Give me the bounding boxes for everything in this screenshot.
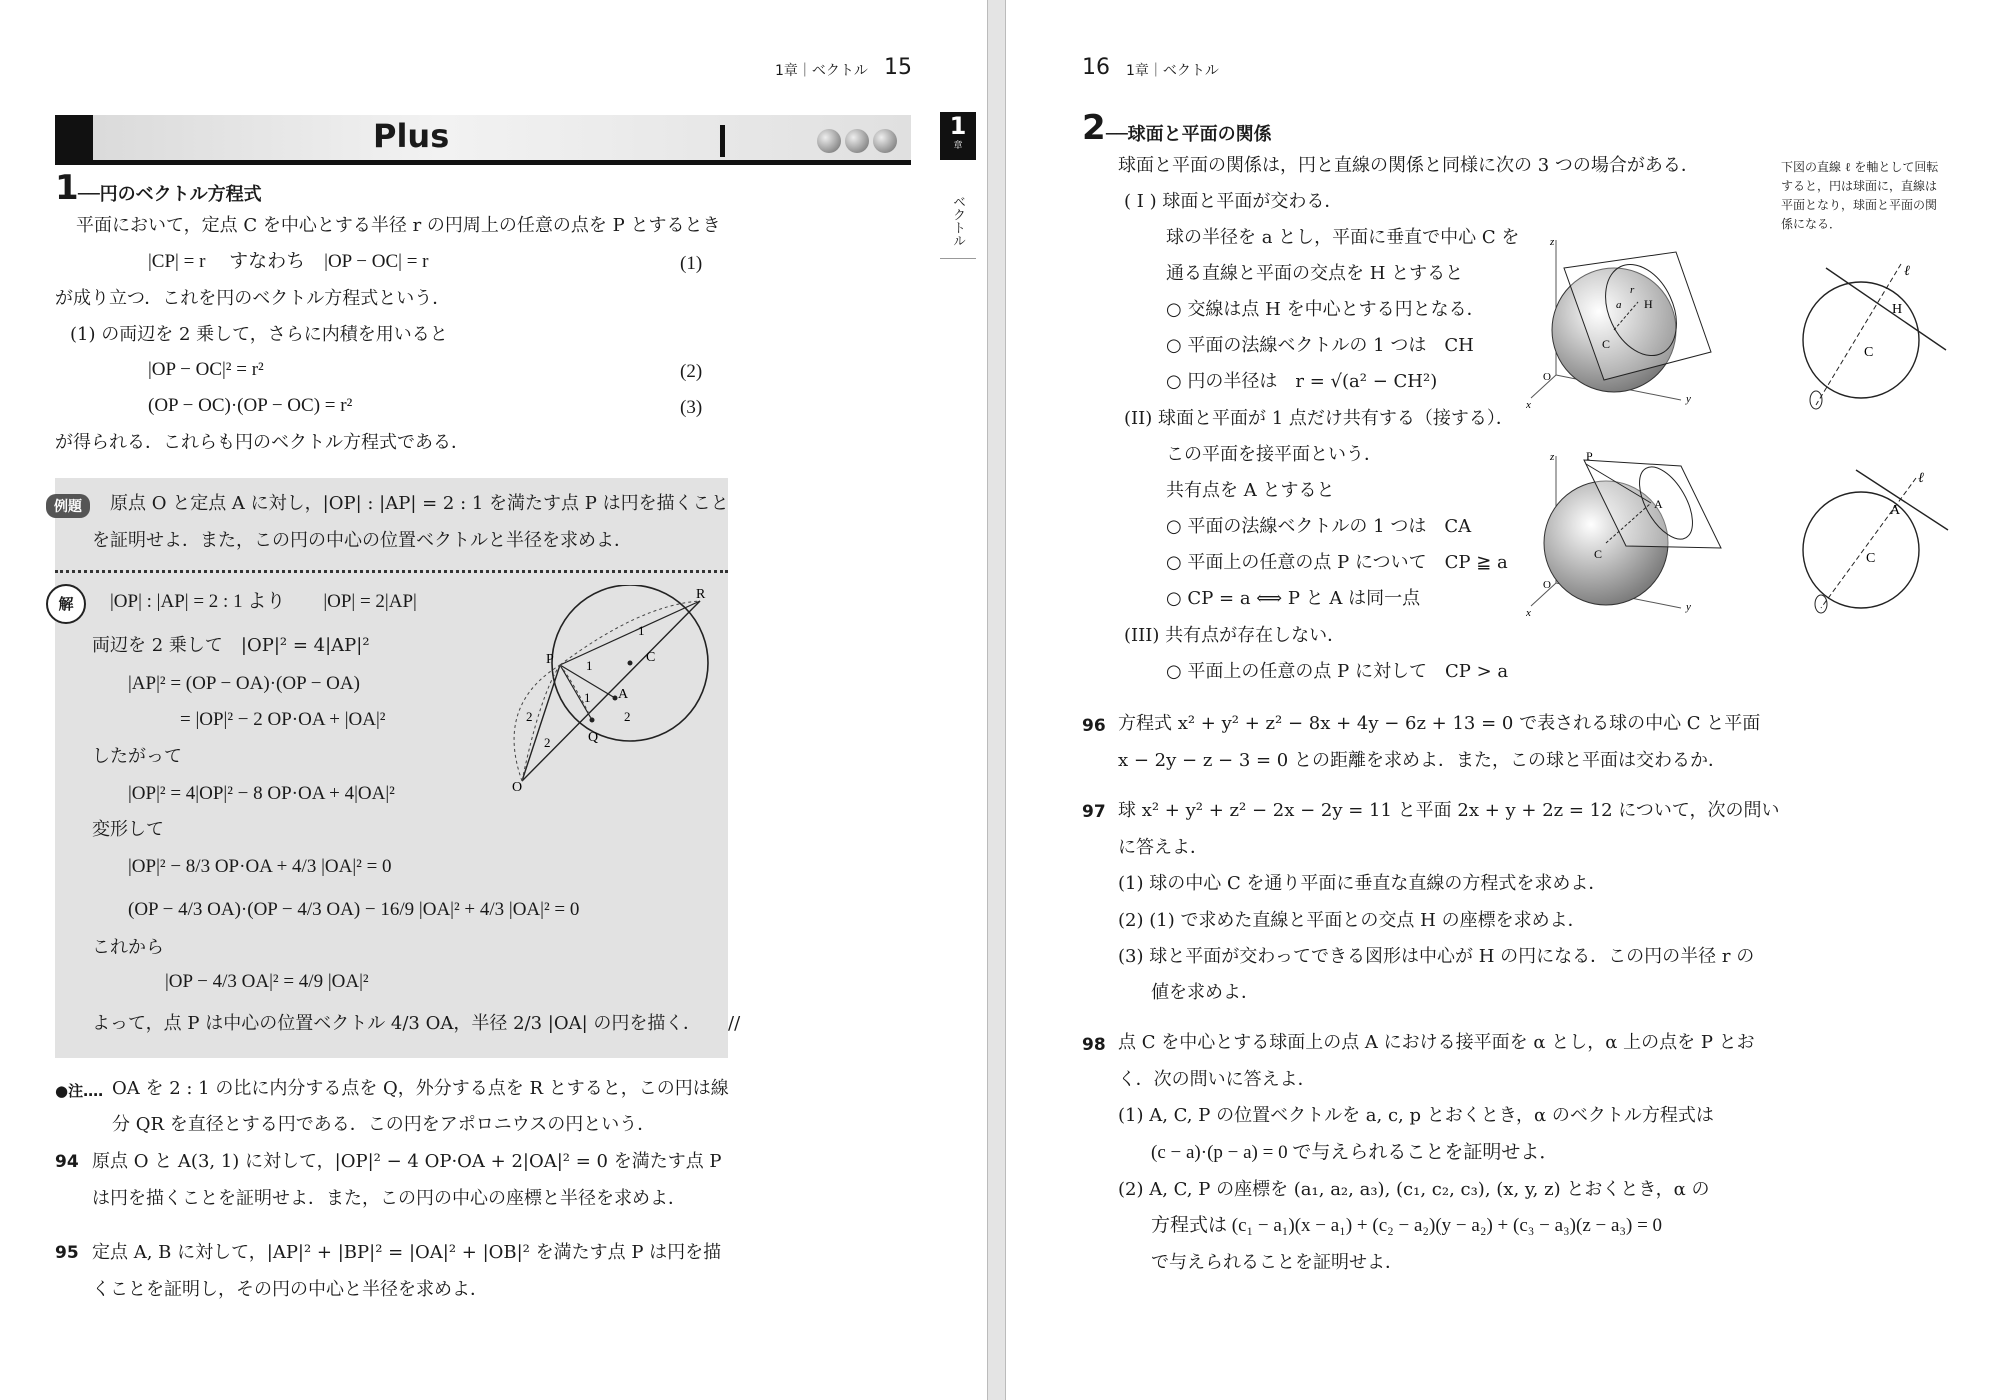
fig1-label: y: [1686, 393, 1691, 405]
problem-line: x − 2y − z − 3 = 0 との距離を求めよ．また，この球と平面は交わるか．: [1118, 750, 1726, 771]
diagram-label: C: [646, 650, 656, 665]
diagram-label: A: [618, 687, 629, 702]
fig2-side-label: A: [1890, 503, 1901, 518]
example-line: を証明せよ．また，この円の中心の位置ベクトルと半径を求めよ．: [92, 530, 632, 551]
case-title: (II) 球面と平面が 1 点だけ共有する（接する）．: [1124, 408, 1514, 429]
diagram-label: 2: [544, 735, 551, 750]
problem-line: 方程式は (c₁ − a₁)(x − a₁) + (c₂ − a₂)(y − a₂) + (c₃ − a₃)(z − a₃) = 0: [1151, 1215, 1663, 1236]
problem-line: 点 C を中心とする球面上の点 A における接平面を α とし，α 上の点を P とお: [1118, 1032, 1755, 1053]
plus-banner: [55, 115, 911, 165]
note-line: 分 QR を直径とする円である．この円をアポロニウスの円という．: [112, 1114, 656, 1135]
page-number-left: 15: [884, 55, 912, 80]
problem-line: 球 x² + y² + z² − 2x − 2y = 11 と平面 2x + y + 2z = 12 について，次の問い: [1118, 800, 1780, 821]
problem-line: (1) 球の中心 C を通り平面に垂直な直線の方程式を求めよ．: [1118, 873, 1607, 894]
solution-line: |OP| : |AP| = 2 : 1 より |OP| = 2|AP|: [110, 591, 417, 612]
fig1-label: a: [1616, 299, 1622, 311]
solution-line: |AP|² = (OP − OA)·(OP − OA): [128, 673, 360, 694]
body-text: が成り立つ．これを円のベクトル方程式という．: [55, 288, 451, 309]
fig1-label: O: [1543, 371, 1551, 383]
problem-line: で与えられることを証明せよ．: [1151, 1252, 1403, 1273]
diagram-label: O: [512, 780, 523, 795]
tab-divider: [940, 258, 976, 259]
equation-2: |OP − OC|² = r²: [148, 359, 264, 380]
running-head-right: 1章｜ベクトル: [1126, 63, 1219, 79]
fig2-label: x: [1526, 607, 1531, 618]
fig2-side-label: ℓ: [1918, 471, 1924, 486]
diagram-label: 1: [584, 690, 591, 705]
problem-line: 方程式 x² + y² + z² − 8x + 4y − 6z + 13 = 0 で表される球の中心 C と平面: [1118, 713, 1761, 734]
body-text: が得られる．これらも円のベクトル方程式である．: [55, 432, 469, 453]
case-line: ○ CP = a ⟺ P と A は同一点: [1166, 588, 1421, 609]
solution-line: 両辺を 2 乗して |OP|² = 4|AP|²: [92, 635, 370, 656]
diagram-label: 2: [526, 709, 533, 724]
chapter-tab[interactable]: [940, 112, 976, 160]
problem-line: (1) A, C, P の位置ベクトルを a, c, p とおくとき，α のベクトル方程式は: [1118, 1105, 1714, 1126]
fig2-label: C: [1594, 547, 1603, 561]
case-line: ○ 平面上の任意の点 P について CP ≧ a: [1166, 552, 1508, 573]
page-number-right: 16: [1082, 55, 1110, 80]
chapter-tab-label: ベクトル: [950, 195, 965, 247]
problem-line: (2) A, C, P の座標を (a₁, a₂, a₃), (c₁, c₂, c₃), (x, y, z) とおくとき，α の: [1118, 1179, 1710, 1200]
solution-line: したがって: [92, 746, 182, 767]
diagram-label: R: [696, 587, 706, 602]
fig1-label: C: [1602, 337, 1611, 351]
running-head-left: 1章｜ベクトル: [775, 63, 868, 79]
problem-line: 値を求めよ．: [1151, 982, 1259, 1003]
problem-line: (c − a)·(p − a) = 0 で与えられることを証明せよ．: [1151, 1142, 1559, 1163]
banner-black-block: [55, 115, 93, 160]
intro-text: 平面において，定点 C を中心とする半径 r の円周上の任意の点を P とするとき: [76, 215, 721, 236]
fig1-label: z: [1550, 236, 1555, 248]
circle-line-figure-2: [1786, 468, 1956, 618]
fig1-side-label: H: [1892, 302, 1903, 317]
fig1-label: H: [1644, 297, 1653, 311]
problem-line: くことを証明し，その円の中心と半径を求めよ．: [92, 1279, 488, 1300]
banner-bar: [720, 125, 725, 157]
fig1-side-label: ℓ: [1904, 264, 1910, 279]
circle-line-figure-1: [1786, 260, 1956, 415]
fig2-label: z: [1550, 451, 1555, 463]
example-divider: [55, 570, 728, 573]
case-line: ○ 円の半径は r = √(a² − CH²): [1166, 371, 1438, 392]
equation-3-number: (3): [680, 397, 703, 418]
case-line: ○ 平面上の任意の点 P に対して CP > a: [1166, 661, 1509, 682]
case-title: (III) 共有点が存在しない．: [1124, 625, 1346, 646]
problem-line: (3) 球と平面が交わってできる図形は中心が H の円になる．この円の半径 r の: [1118, 946, 1755, 967]
example-line: 原点 O と定点 A に対し，|OP| : |AP| = 2 : 1 を満たす点 P は円を描くこと: [110, 493, 729, 514]
problem-line: 定点 A, B に対して，|AP|² + |BP|² = |OA|² + |OB|² を満たす点 P は円を描: [92, 1242, 722, 1263]
equation-1: |CP| = r すなわち |OP − OC| = r: [148, 251, 429, 272]
case-line: この平面を接平面という．: [1166, 444, 1382, 465]
banner-ball-icon: [873, 129, 897, 153]
problem-number: 95: [55, 1243, 79, 1263]
fig1-label: x: [1526, 399, 1531, 410]
section-number: 1: [55, 168, 79, 208]
solution-line: = |OP|² − 2 OP·OA + |OA|²: [180, 709, 386, 730]
equation-3: (OP − OC)·(OP − OC) = r²: [148, 395, 353, 416]
solution-line: (OP − 4/3 OA)·(OP − 4/3 OA) − 16/9 |OA|² + 4/3 |OA|² = 0: [128, 899, 580, 920]
section-number: 2: [1082, 108, 1106, 148]
note-label: ●注‥‥: [55, 1082, 104, 1100]
fig2-label: y: [1686, 601, 1691, 613]
fig2-side-label: C: [1866, 551, 1876, 566]
right-page: [1005, 0, 1992, 1400]
section-title: ──球面と平面の関係: [1106, 124, 1272, 145]
problem-number: 96: [1082, 716, 1106, 736]
banner-ball-icon: [817, 129, 841, 153]
solution-badge: 解: [46, 584, 86, 624]
case-line: ○ 平面の法線ベクトルの 1 つは CA: [1166, 516, 1472, 537]
fig2-label: A: [1654, 497, 1663, 511]
solution-line: |OP − 4/3 OA|² = 4/9 |OA|²: [165, 971, 369, 992]
problem-line: は円を描くことを証明せよ．また，この円の中心の座標と半径を求めよ．: [92, 1188, 686, 1209]
solution-line: 変形して: [92, 819, 164, 840]
apollonius-diagram: [500, 585, 725, 795]
solution-line: |OP|² − 8/3 OP·OA + 4/3 |OA|² = 0: [128, 856, 392, 877]
solution-line: |OP|² = 4|OP|² − 8 OP·OA + 4|OA|²: [128, 783, 395, 804]
section-title: ──円のベクトル方程式: [78, 184, 262, 205]
equation-1-number: (1): [680, 253, 703, 274]
diagram-label: 1: [638, 623, 645, 638]
banner-title: Plus: [373, 117, 450, 155]
problem-line: 原点 O と A(3, 1) に対して，|OP|² − 4 OP·OA + 2|OA|² = 0 を満たす点 P: [92, 1151, 722, 1172]
intro-text: 球面と平面の関係は，円と直線の関係と同様に次の 3 つの場合がある．: [1118, 155, 1699, 176]
chapter-tab-sub: 章: [953, 141, 963, 151]
diagram-label: 1: [586, 658, 593, 673]
problem-number: 98: [1082, 1035, 1106, 1055]
note-line: OA を 2 : 1 の比に内分する点を Q，外分する点を R とすると，この円は線: [112, 1078, 729, 1099]
solution-line: これから: [92, 937, 164, 958]
banner-ball-icon: [845, 129, 869, 153]
example-badge: 例題: [46, 494, 90, 518]
problem-line: く．次の問いに答えよ．: [1118, 1069, 1316, 1090]
chapter-tab-number: 1: [949, 112, 967, 140]
fig2-label: O: [1543, 579, 1551, 591]
solution-line: よって，点 P は中心の位置ベクトル 4/3 OA，半径 2/3 |OA| の円を描く． //: [92, 1013, 741, 1034]
problem-line: (2) (1) で求めた直線と平面との交点 H の座標を求めよ．: [1118, 910, 1586, 931]
fig2-label: P: [1586, 449, 1593, 463]
left-page: [0, 0, 988, 1400]
case-title: ( I ) 球面と平面が交わる．: [1124, 191, 1343, 212]
problem-number: 97: [1082, 802, 1106, 822]
body-text: (1) の両辺を 2 乗して，さらに内積を用いると: [70, 324, 448, 345]
equation-2-number: (2): [680, 361, 703, 382]
case-line: ○ 交線は点 H を中心とする円となる．: [1166, 299, 1485, 320]
case-line: ○ 平面の法線ベクトルの 1 つは CH: [1166, 335, 1474, 356]
fig1-label: r: [1630, 284, 1635, 296]
diagram-label: P: [546, 652, 554, 667]
sphere-tangent-plane-figure: [1526, 448, 1726, 618]
case-line: 通る直線と平面の交点を H とすると: [1166, 263, 1464, 284]
fig1-side-label: C: [1864, 345, 1874, 360]
sphere-plane-intersect-figure: [1526, 230, 1726, 410]
problem-line: に答えよ．: [1118, 837, 1208, 858]
diagram-label: 2: [624, 709, 631, 724]
problem-number: 94: [55, 1152, 79, 1172]
case-line: 球の半径を a とし，平面に垂直で中心 C を: [1166, 227, 1520, 248]
diagram-label: Q: [588, 730, 599, 745]
side-note: 下図の直線 ℓ を軸として回転すると，円は球面に，直線は平面となり，球面と平面の関係になる．: [1781, 160, 1939, 231]
case-line: 共有点を A とすると: [1166, 480, 1335, 501]
